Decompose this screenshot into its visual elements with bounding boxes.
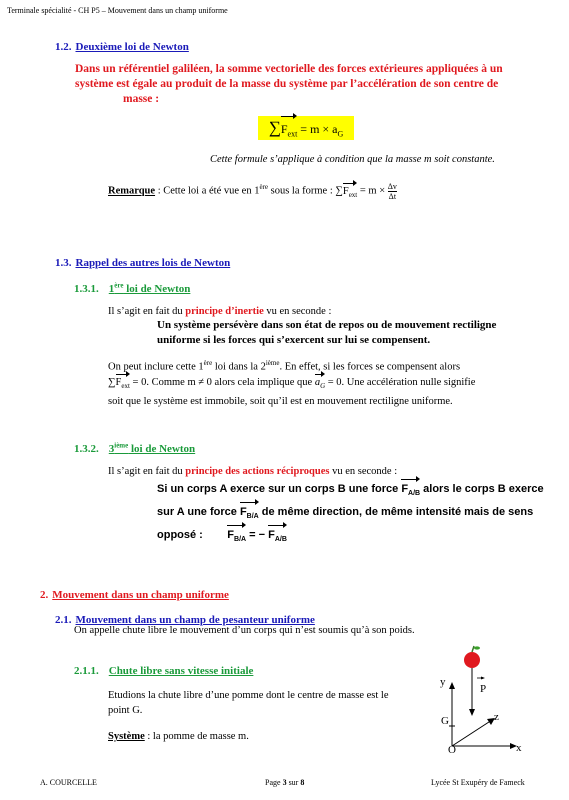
free-fall-diagram bbox=[430, 640, 530, 755]
subsection-number: 2.1.1. bbox=[74, 665, 99, 677]
apple-icon bbox=[464, 646, 480, 668]
section-title: Mouvement dans un champ uniforme bbox=[52, 589, 229, 601]
law-statement: Si un corps A exerce sur un corps B une force $F_{A/B}$ alors le corps B exerce sur A une force $F_{B/A}$ de même direction, de même intensité mais de sens opposé : $F_{B/A}$ = − $F_{A/B}$ bbox=[157, 480, 544, 550]
paragraph: On peut inclure cette 1ère loi dans la 2ième. En effet, si les forces se compensent alors $\sum F_{ext} = 0$. Comme m ≠ 0 alors cela implique que $a_G = 0$. Une accélération nulle signifie soit que le système est immobile, soit qu’il est en mouvement rectiligne uniforme. bbox=[108, 359, 476, 407]
highlighted-formula bbox=[258, 116, 354, 140]
section-number: 2.1. bbox=[55, 614, 72, 626]
subsection-heading bbox=[74, 439, 195, 457]
subsection-heading bbox=[74, 279, 190, 297]
footer-school: Lycée St Exupéry de Fameck bbox=[431, 778, 525, 787]
o-label: O bbox=[448, 744, 456, 755]
header-title: Terminale spécialité - CH P5 – Mouvement dans un champ uniforme bbox=[7, 6, 228, 15]
fraction: $\frac{\Delta v}{\Delta t}$ bbox=[387, 181, 397, 201]
weight-arrow-icon bbox=[469, 709, 475, 716]
principle-name: principe d’inertie bbox=[185, 306, 264, 317]
x-label: x bbox=[516, 742, 522, 754]
section-heading bbox=[55, 37, 189, 55]
subsection-number: 1.3.2. bbox=[74, 443, 99, 455]
sum-symbol: ∑ bbox=[268, 118, 281, 137]
footer-page: Page 3 sur 8 bbox=[265, 778, 305, 787]
paragraph: Il s’agit en fait du principe des actions réciproques vu en seconde : bbox=[108, 466, 398, 477]
law-line: Un système persévère dans son état de repos ou de mouvement rectiligne bbox=[157, 319, 497, 331]
paragraph: Etudions la chute libre d’une pomme dont le centre de masse est le point G. bbox=[108, 690, 389, 716]
subsection-number: 1.3.1. bbox=[74, 283, 99, 295]
condition-text: Cette formule s’applique à condition que la masse m soit constante. bbox=[210, 154, 495, 165]
remark-label: Remarque bbox=[108, 185, 156, 197]
paragraph: Il s’agit en fait du principe d’inertie vu en seconde : bbox=[108, 306, 332, 317]
vector-f: $F_{ext}$ bbox=[281, 117, 297, 146]
law-line: masse : bbox=[123, 93, 160, 105]
formula-sub: G bbox=[337, 129, 344, 139]
p-label: P bbox=[480, 683, 487, 695]
law-statement bbox=[75, 62, 525, 107]
system-line: Système : la pomme de masse m. bbox=[108, 731, 249, 742]
formula-rhs: = m × a bbox=[300, 122, 338, 136]
subsection-title: Chute libre sans vitesse initiale bbox=[108, 665, 254, 677]
law-line: Dans un référentiel galiléen, la somme vectorielle des forces extérieures appliquées à un bbox=[75, 63, 503, 75]
law-statement bbox=[157, 318, 496, 348]
section-title: Rappel des autres lois de Newton bbox=[75, 257, 231, 269]
z-label: z bbox=[494, 711, 499, 723]
section-number: 1.2. bbox=[55, 41, 72, 53]
y-label: y bbox=[440, 676, 446, 688]
law-line: système est égale au produit de la masse du système par l’accélération de son centre de bbox=[75, 78, 499, 90]
subsection-heading bbox=[74, 661, 253, 679]
z-axis bbox=[452, 720, 492, 746]
law-line: uniforme si les forces qui s’exercent sur lui se compensent. bbox=[157, 334, 431, 346]
section-number: 1.3. bbox=[55, 257, 72, 269]
g-label: G bbox=[441, 715, 449, 727]
section-number: 2. bbox=[40, 589, 49, 601]
remark: Remarque : Cette loi a été vue en 1ère sous la forme : $\sum F_{ext} = m$ × $\frac{\Delta v}{\Delta t}$ bbox=[108, 181, 397, 201]
subsection-title: 1ère loi de Newton bbox=[108, 281, 191, 295]
section-heading bbox=[40, 585, 229, 603]
paragraph: On appelle chute libre le mouvement d’un corps qui n’est soumis qu’à son poids. bbox=[74, 625, 415, 636]
section-title: Mouvement dans un champ de pesanteur uniforme bbox=[75, 614, 315, 626]
footer-author: A. COURCELLE bbox=[40, 778, 97, 787]
section-heading bbox=[55, 253, 230, 271]
section-title: Deuxième loi de Newton bbox=[75, 41, 189, 53]
subsection-title: 3ième loi de Newton bbox=[108, 441, 196, 455]
principle-name: principe des actions réciproques bbox=[185, 466, 330, 477]
system-label: Système bbox=[108, 731, 145, 742]
y-axis-arrow-icon bbox=[449, 682, 455, 689]
